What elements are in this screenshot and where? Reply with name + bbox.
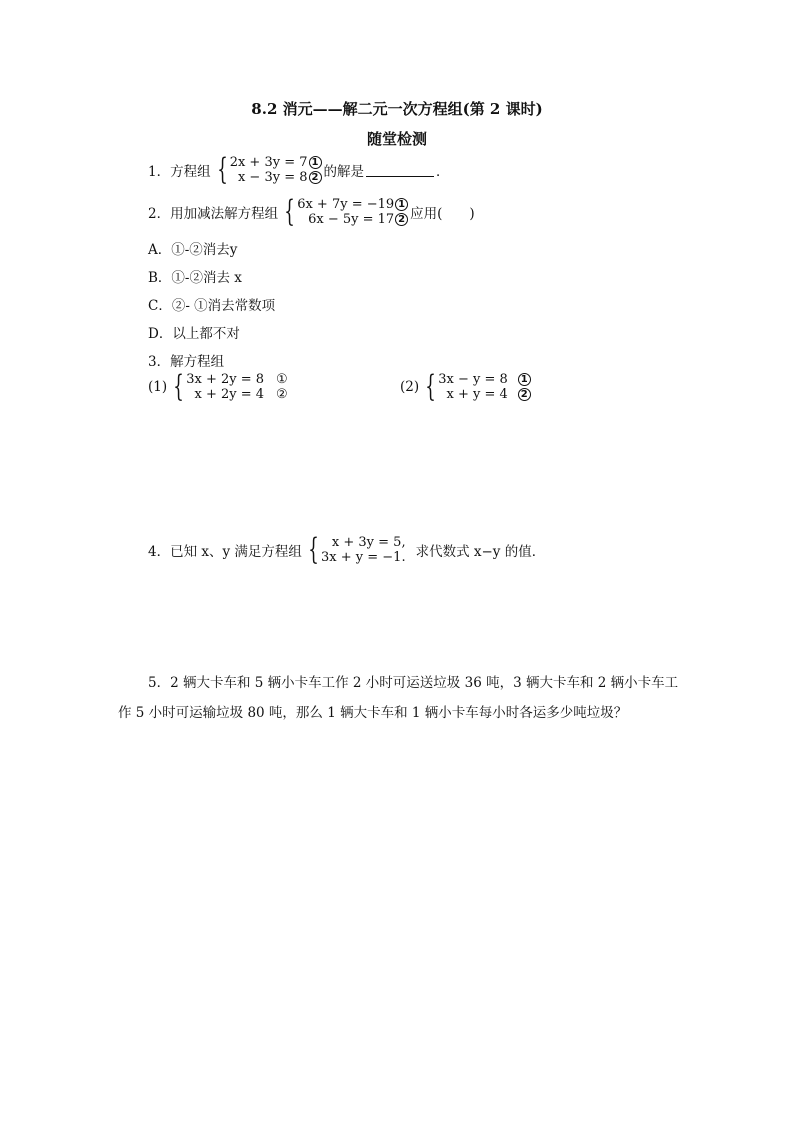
q1-prefix: 1．方程组	[148, 164, 211, 180]
q2-suffix: 应用( )	[410, 206, 475, 222]
q4-equation-1: x + 3y = 5,	[331, 535, 406, 550]
q3-part2-mark2: 2	[518, 388, 531, 401]
q3-part1-eq1: 3x + 2y = 8	[186, 372, 265, 387]
option-d[interactable]: D．以上都不对	[148, 326, 240, 342]
brace-symbol: {	[173, 369, 184, 404]
brace-symbol: {	[308, 532, 319, 567]
q1-answer-blank[interactable]	[366, 164, 434, 177]
question-5-line-1: 5．2 辆大卡车和 5 辆小卡车工作 2 小时可运送垃圾 36 吨，3 辆大卡车和 2 辆小卡车工	[148, 675, 679, 691]
q3-part1-eq2: x + 2y = 4	[194, 387, 265, 402]
q1-equation-2: x − 3y = 8	[237, 170, 308, 185]
q1-suffix: 的解是	[323, 164, 364, 180]
q4-prefix: 4．已知 x、y 满足方程组	[148, 544, 302, 560]
q3-part2-eq2: x + y = 4	[446, 387, 508, 402]
q3-part2-mark1: 1	[518, 373, 531, 386]
page-title: 8.2 消元——解二元一次方程组(第 2 课时)	[251, 100, 543, 118]
option-b[interactable]: B．①-②消去 x	[148, 270, 242, 286]
option-c[interactable]: C．②- ①消去常数项	[148, 298, 276, 314]
q3-part-1	[148, 369, 290, 404]
q4-equation-system	[304, 532, 406, 567]
q4-suffix: 求代数式 x−y 的值．	[415, 544, 546, 560]
q3-part2-system	[421, 369, 531, 404]
page-subtitle: 随堂检测	[366, 130, 427, 148]
q3-part2-eq1: 3x − y = 8	[438, 372, 508, 387]
q2-mark-2: 2	[395, 213, 408, 226]
q1-equation-1: 2x + 3y = 7	[229, 155, 308, 170]
q2-prefix: 2．用加减法解方程组	[148, 206, 279, 222]
brace-symbol: {	[284, 194, 295, 229]
q3-part1-mark2: ②	[276, 387, 288, 402]
question-1	[148, 152, 450, 187]
q2-equation-1: 6x + 7y = −19	[297, 197, 395, 212]
brace-symbol: {	[425, 369, 436, 404]
q1-end: ．	[436, 164, 450, 180]
q2-mark-1: 1	[395, 198, 408, 211]
q4-equation-2: 3x + y = −1.	[321, 550, 406, 565]
option-a[interactable]: A．①-②消去y	[148, 242, 238, 258]
q3-part1-system	[169, 369, 288, 404]
q3-part1-mark1: ①	[276, 372, 288, 387]
question-5-line-2: 作 5 小时可运输垃圾 80 吨，那么 1 辆大卡车和 1 辆小卡车每小时各运多少吨垃圾？	[118, 705, 628, 721]
question-4	[148, 532, 546, 567]
brace-symbol: {	[216, 152, 228, 187]
q3-part-2	[400, 369, 533, 404]
q1-mark-2: 2	[309, 171, 322, 184]
q2-equation-2: 6x − 5y = 17	[308, 212, 395, 227]
question-2	[148, 194, 475, 229]
q3-part1-label: (1)	[148, 379, 168, 395]
q3-part2-label: (2)	[400, 379, 420, 395]
q2-equation-system	[280, 194, 408, 229]
question-3-label: 3．解方程组	[148, 354, 225, 370]
q1-mark-1: 1	[309, 156, 322, 169]
q1-equation-system	[213, 152, 322, 187]
